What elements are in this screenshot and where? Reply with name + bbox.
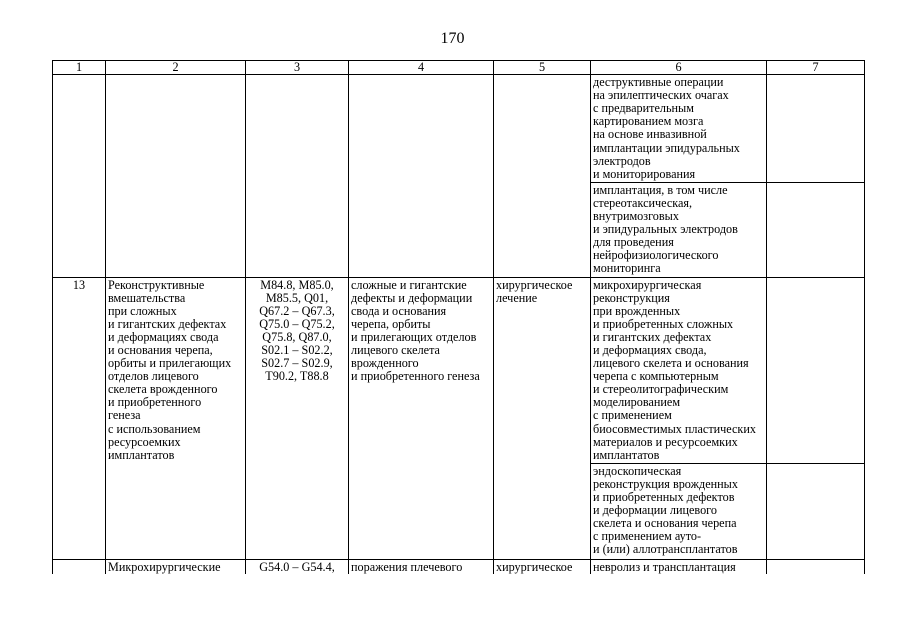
row-13-method-microsurgical: микрохирургическая реконструкция при врожденных и приобретенных сложных и гигантских дефектах и деформациях свода, лицевого скелета и основания черепа с компьютерным и стереолитографическим моделированием с применением биосовместимых пластических материалов и ресурсоемких имплантатов [591, 277, 767, 463]
continued-number-cell [53, 75, 106, 277]
method-electrode-implantation: имплантация, в том числе стереотаксическая, внутримозговых и эпидуральных электродов для проведения нейрофизиологического мониторинга [591, 182, 767, 277]
column-number-2: 2 [106, 61, 246, 75]
row-13-a [53, 277, 865, 463]
next-row-treatment: хирургическое [494, 559, 591, 574]
column-number-3: 3 [246, 61, 349, 75]
next-row-col7 [767, 559, 865, 574]
row-13-number: 13 [53, 277, 106, 559]
care-methods-table [52, 60, 865, 574]
row-13-treatment: хирургическое лечение [494, 277, 591, 559]
next-row-number [53, 559, 106, 574]
continued-treatment-cell [494, 75, 591, 277]
next-row-method: невролиз и трансплантация [591, 559, 767, 574]
next-row-model: поражения плечевого [349, 559, 494, 574]
row-13-model: сложные и гигантские дефекты и деформации свода и основания черепа, орбиты и прилегающих отделов лицевого скелета врожденного и приобретенного генеза [349, 277, 494, 559]
continued-model-cell [349, 75, 494, 277]
column-number-7: 7 [767, 61, 865, 75]
continued-row-a [53, 75, 865, 183]
column-number-row [53, 61, 865, 75]
method-destructive-operations: деструктивные операции на эпилептических очагах с предварительным картированием мозга на основе инвазивной имплантации эпидуральных электродов и мониторирования [591, 75, 767, 183]
continued-codes-cell [246, 75, 349, 277]
page-number: 170 [440, 30, 465, 47]
next-row-name: Микрохирургические [106, 559, 246, 574]
row-13-col7-b [767, 463, 865, 559]
next-row-codes: G54.0 – G54.4, [246, 559, 349, 574]
row-13-codes: M84.8, M85.0, M85.5, Q01, Q67.2 – Q67.3, Q75.0 – Q75.2, Q75.8, Q87.0, S02.1 – S02.2, S02.7 – S02.9, T90.2, T88.8 [246, 277, 349, 559]
row-13-col7-a [767, 277, 865, 463]
continued-col7-cell-b [767, 182, 865, 277]
continued-col7-cell-a [767, 75, 865, 183]
column-number-4: 4 [349, 61, 494, 75]
column-number-6: 6 [591, 61, 767, 75]
row-13-method-endoscopic: эндоскопическая реконструкция врожденных и приобретенных дефектов и деформации лицевого скелета и основания черепа с применением ауто- и (или) аллотрансплантатов [591, 463, 767, 559]
row-13-name: Реконструктивные вмешательства при сложных и гигантских дефектах и деформациях свода и основания черепа, орбиты и прилегающих отделов лицевого скелета врожденного и приобретенного генеза с использованием ресурсоемких имплантатов [106, 277, 246, 559]
column-number-1: 1 [53, 61, 106, 75]
column-number-5: 5 [494, 61, 591, 75]
continued-name-cell [106, 75, 246, 277]
next-row [53, 559, 865, 574]
